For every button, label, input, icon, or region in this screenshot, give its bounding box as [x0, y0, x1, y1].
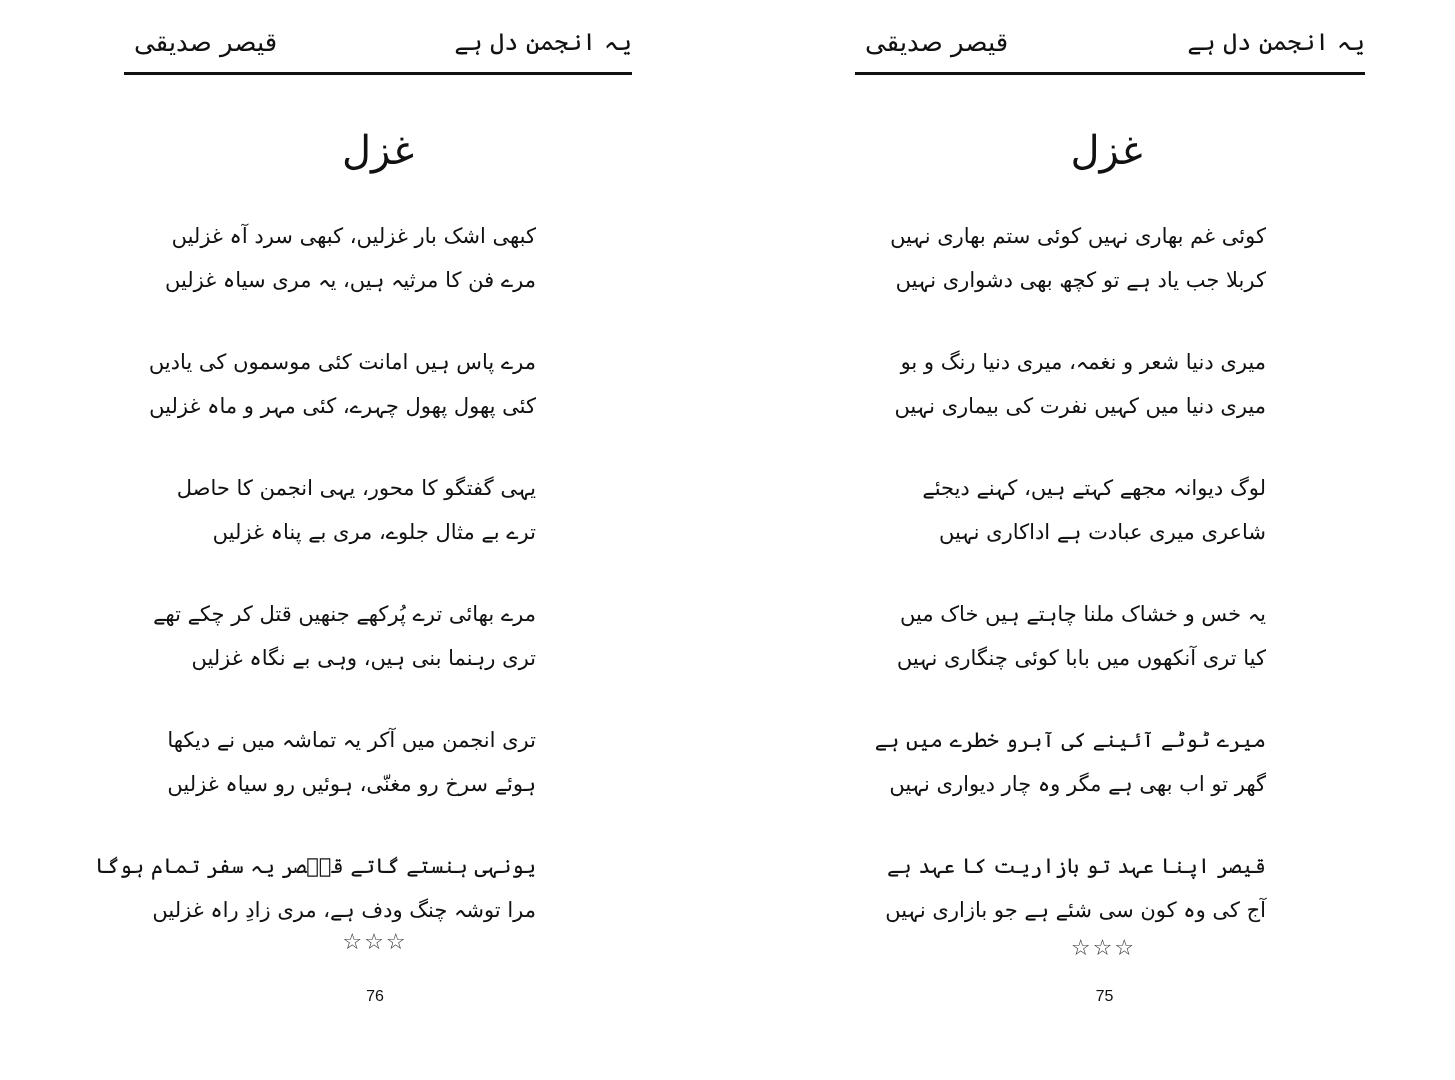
verse-line: مرے پاس ہیں امانت کئی موسموں کی یادیں	[148, 350, 536, 374]
verse-line: گھر تو اب بھی ہے مگر وہ چار دیواری نہیں	[889, 772, 1266, 796]
verse-line: قیصر اپنا عہد تو بازاریت کا عہد ہے	[887, 854, 1266, 878]
verse-line: مرا توشہ چنگ ودف ہے، مری زادِ راہ غزلیں	[152, 898, 536, 922]
verse-line: لوگ دیوانہ مجھے کہتے ہیں، کہنے دیجئے	[922, 476, 1266, 500]
verse-line: یہ خس و خشاک ملنا چاہتے ہیں خاک میں	[900, 602, 1266, 626]
verse-line: کربلا جب یاد ہے تو کچھ بھی دشواری نہیں	[895, 268, 1266, 292]
verse-line: تری رہنما بنی ہیں، وہی بے نگاہ غزلیں	[191, 646, 536, 670]
book-title: یہ انجمن دل ہے	[454, 28, 632, 56]
author-name: قیصر صدیقی	[134, 28, 278, 58]
book-title: یہ انجمن دل ہے	[1187, 28, 1365, 56]
verse-line: ہوئے سرخ رو مغنّی، ہوئیں رو سیاہ غزلیں	[167, 772, 536, 796]
stanza	[176, 466, 536, 592]
right-page	[700, 0, 1397, 1080]
verse-line: ترے بے مثال جلوے، مری بے پناہ غزلیں	[212, 520, 536, 544]
page-header	[855, 22, 1365, 75]
stanza	[167, 718, 536, 844]
page-header	[124, 22, 632, 75]
verse-line: کوئی غم بھاری نہیں کوئی ستم بھاری نہیں	[890, 224, 1266, 248]
poem-title: غزل	[341, 128, 415, 174]
verse-line: میری دنیا میں کہیں نفرت کی بیماری نہیں	[894, 394, 1266, 418]
author-name: قیصر صدیقی	[865, 28, 1009, 58]
stanza	[148, 340, 536, 466]
verse-line: میری دنیا شعر و نغمہ، میری دنیا رنگ و بو	[900, 350, 1266, 374]
stanza	[896, 592, 1266, 718]
verse-line: کئی پھول پھول چہرے، کئی مہر و ماہ غزلیں	[149, 394, 536, 418]
verse-line: آج کی وہ کون سی شئے ہے جو بازاری نہیں	[885, 898, 1266, 922]
verse-line: یونہی ہنستے گاتے قیؔصر یہ سفر تمام ہوگا	[94, 854, 536, 878]
verse-line: یہی گفتگو کا محور، یہی انجمن کا حاصل	[176, 476, 536, 500]
page-number: 75	[1095, 988, 1114, 1005]
verse-line: مرے بھائی ترے پُرکھے جنھیں قتل کر چکے تھے	[153, 602, 536, 626]
stanza	[890, 214, 1266, 340]
verse-line: کیا تری آنکھوں میں بابا کوئی چنگاری نہیں	[896, 646, 1266, 670]
end-stars-ornament: ☆☆☆	[342, 930, 408, 955]
stanza	[874, 718, 1266, 844]
verse-line: شاعری میری عبادت ہے اداکاری نہیں	[939, 520, 1266, 544]
stanza	[922, 466, 1266, 592]
stanza	[894, 340, 1266, 466]
verse-line: تری انجمن میں آکر یہ تماشہ میں نے دیکھا	[167, 728, 536, 752]
page-number: 76	[366, 988, 384, 1005]
left-page	[0, 0, 700, 1080]
poem-body	[94, 214, 536, 970]
poem-body	[874, 214, 1266, 970]
end-stars-ornament: ☆☆☆	[1070, 936, 1137, 961]
stanza	[153, 592, 536, 718]
verse-line: میرے ٹوٹے آئینے کی آبرو خطرے میں ہے	[874, 728, 1266, 752]
verse-line: مرے فن کا مرثیہ ہیں، یہ مری سیاہ غزلیں	[164, 268, 536, 292]
stanza	[164, 214, 536, 340]
verse-line: کبھی اشک بار غزلیں، کبھی سرد آہ غزلیں	[171, 224, 536, 248]
poem-title: غزل	[1070, 128, 1143, 174]
